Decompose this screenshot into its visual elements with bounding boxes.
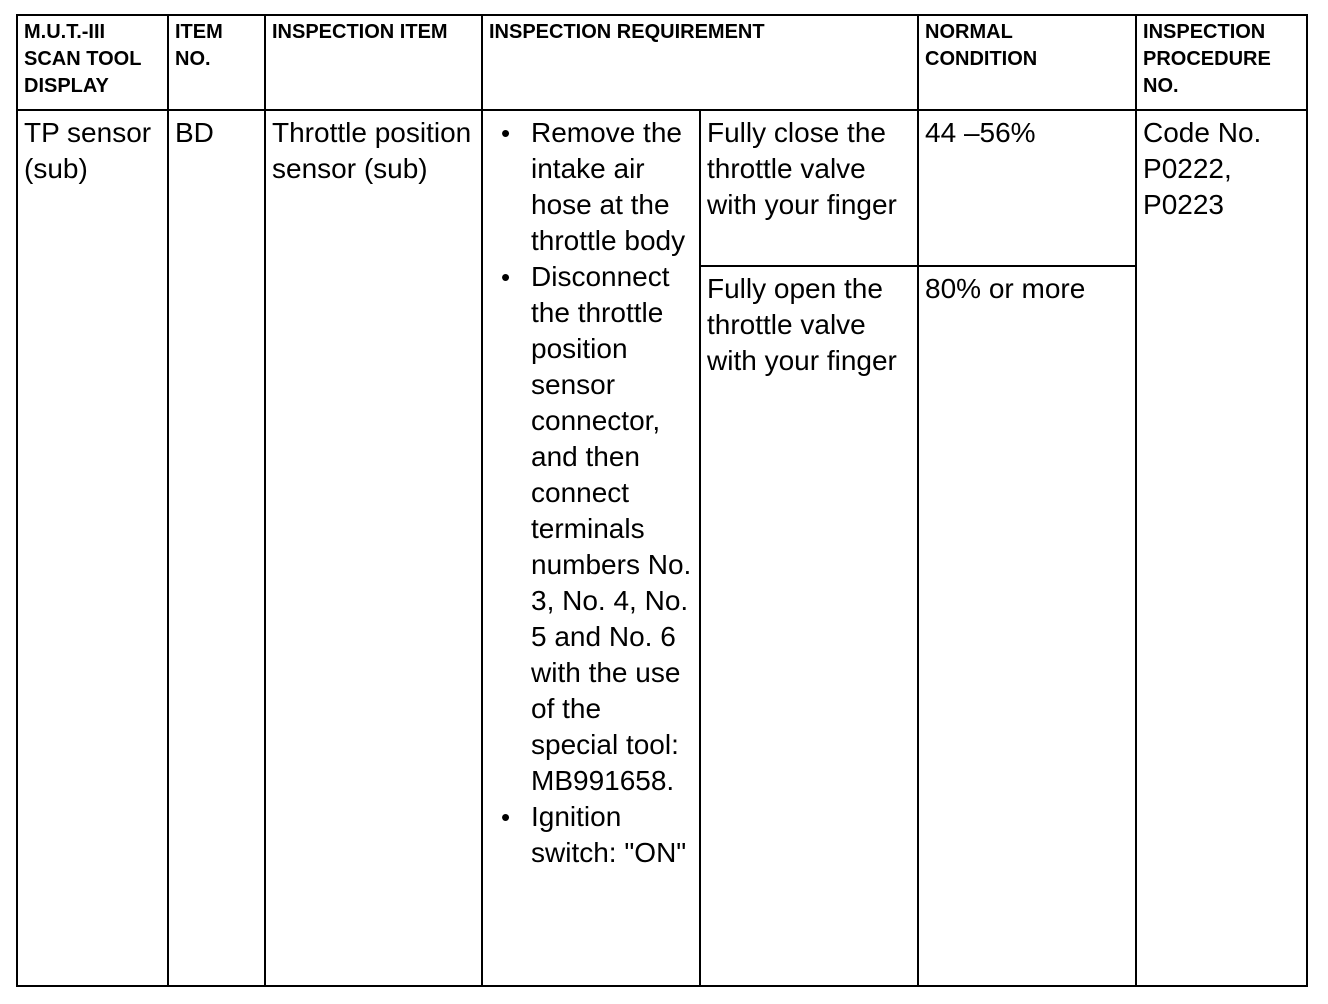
cell-condition-open: Fully open the throttle valve with your finger [700, 266, 918, 986]
cell-inspection-item: Throttle position sensor (sub) [265, 110, 482, 986]
requirement-item-1 [489, 115, 693, 259]
requirement-text-2: Disconnect the throttle position sensor connector, and then connect terminals numbers No. 3, No. 4, No. 5 and No. 6 with the use of the special tool: MB991658. [531, 261, 692, 796]
cell-procedure-no: Code No. P0222, P0223 [1136, 110, 1307, 986]
header-scan-tool-display: M.U.T.-III SCAN TOOL DISPLAY [17, 15, 168, 110]
header-procedure-no: INSPECTION PROCEDURE NO. [1136, 15, 1307, 110]
cell-inspection-requirements [482, 110, 700, 986]
requirement-text-3: Ignition switch: "ON" [531, 801, 687, 868]
header-row [17, 15, 1307, 110]
header-normal-condition: NORMAL CONDITION [918, 15, 1136, 110]
inspection-table [16, 14, 1308, 987]
table-row [17, 110, 1307, 266]
cell-normal-close: 44 –56% [918, 110, 1136, 266]
header-item-no: ITEM NO. [168, 15, 265, 110]
requirement-list [489, 115, 693, 871]
requirement-item-2 [489, 259, 693, 799]
bullet-icon: • [501, 262, 511, 292]
header-inspection-requirement: INSPECTION REQUIREMENT [482, 15, 918, 110]
bullet-icon: • [501, 802, 511, 832]
cell-item-no: BD [168, 110, 265, 986]
requirement-item-3 [489, 799, 693, 871]
cell-scan-tool-display: TP sensor(sub) [17, 110, 168, 986]
cell-condition-close: Fully close the throttle valve with your finger [700, 110, 918, 266]
requirement-text-1: Remove the intake air hose at the throttle body [531, 117, 686, 256]
bullet-icon: • [501, 118, 511, 148]
header-inspection-item: INSPECTION ITEM [265, 15, 482, 110]
cell-normal-open: 80% or more [918, 266, 1136, 986]
